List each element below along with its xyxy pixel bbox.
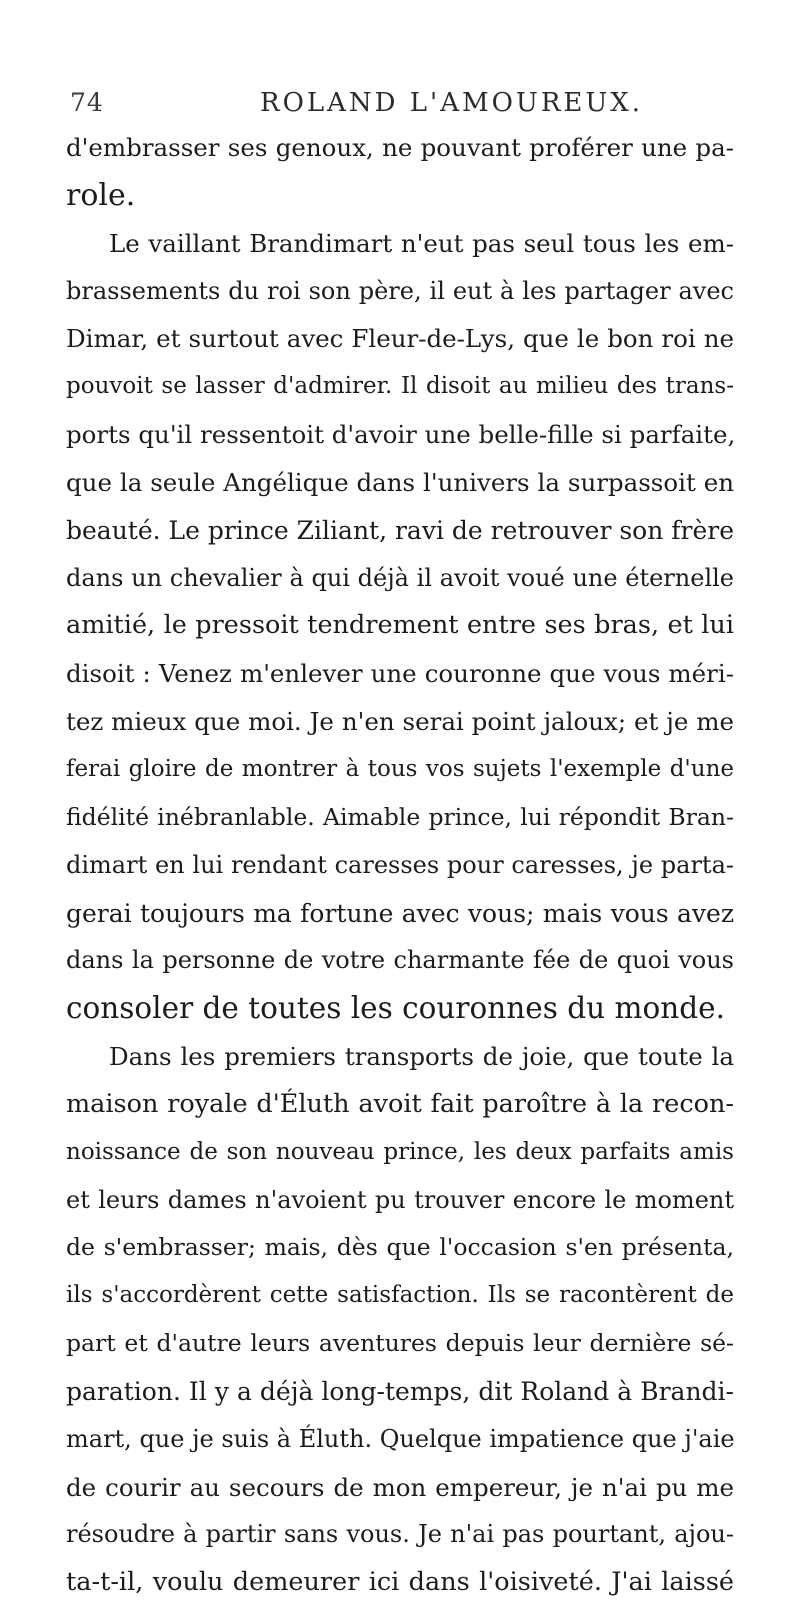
text-line: de s'embrasser; mais, dès que l'occasion s'en présenta, [66, 1233, 734, 1262]
text-line: d'embrasser ses genoux, ne pouvant proférer une pa- [66, 133, 734, 162]
text-line: pouvoit se lasser d'admirer. Il disoit au milieu des trans- [66, 373, 734, 400]
text-line: ferai gloire de montrer à tous vos sujets l'exemple d'une [66, 755, 734, 782]
text-line: mart, que je suis à Éluth. Quelque impatience que j'aie [66, 1424, 735, 1453]
text-line: part et d'autre leurs aventures depuis leur dernière sé- [66, 1329, 734, 1358]
text-line: ta-t-il, voulu demeurer ici dans l'oisiveté. J'ai laissé [66, 1567, 734, 1598]
text-line: que la seule Angélique dans l'univers la surpassoit en [66, 467, 734, 497]
text-line: role. [66, 177, 136, 213]
text-line: et leurs dames n'avoient pu trouver encore le moment [66, 1185, 734, 1214]
text-line: résoudre à partir sans vous. Je n'ai pas pourtant, ajou- [66, 1520, 734, 1549]
text-line: consoler de toutes les couronnes du monde. [66, 991, 725, 1026]
text-line: amitié, le pressoit tendrement entre ses bras, et lui [66, 610, 734, 641]
text-line: de courir au secours de mon empereur, je n'ai pu me [66, 1472, 734, 1502]
running-title: ROLAND L'AMOUREUX. [260, 88, 644, 118]
text-line: Dimar, et surtout avec Fleur-de-Lys, que le bon roi ne [66, 324, 734, 354]
text-line: gerai toujours ma fortune avec vous; mais vous avez [66, 898, 734, 928]
text-line: ports qu'il ressentoit d'avoir une belle-fille si parfaite, [66, 420, 736, 450]
text-line: dimart en lui rendant caresses pour caresses, je parta- [66, 850, 734, 879]
text-line: paration. Il y a déjà long-temps, dit Roland à Brandi- [66, 1376, 734, 1406]
body-text [66, 124, 734, 1607]
text-line: disoit : Venez m'enlever une couronne que vous méri- [66, 659, 734, 689]
text-line: ils s'accordèrent cette satisfaction. Ils se racontèrent de [66, 1282, 734, 1309]
text-line: Dans les premiers transports de joie, que toute la [109, 1042, 734, 1072]
text-line: Le vaillant Brandimart n'eut pas seul tous les em- [109, 228, 734, 258]
text-line: dans un chevalier à qui déjà il avoit voué une éternelle [66, 563, 734, 592]
text-line: maison royale d'Éluth avoit fait paroître à la recon- [66, 1088, 734, 1119]
text-line: tez mieux que moi. Je n'en serai point jaloux; et je me [66, 707, 734, 737]
text-line: brassements du roi son père, il eut à les partager avec [66, 276, 734, 305]
text-line: noissance de son nouveau prince, les deux parfaits amis [66, 1138, 734, 1165]
page-header [70, 88, 730, 124]
page-number: 74 [70, 88, 104, 117]
text-line: dans la personne de votre charmante fée de quoi vous [66, 946, 734, 975]
text-line: beauté. Le prince Ziliant, ravi de retrouver son frère [66, 515, 735, 545]
text-line: fidélité inébranlable. Aimable prince, lui répondit Bran- [66, 802, 734, 831]
